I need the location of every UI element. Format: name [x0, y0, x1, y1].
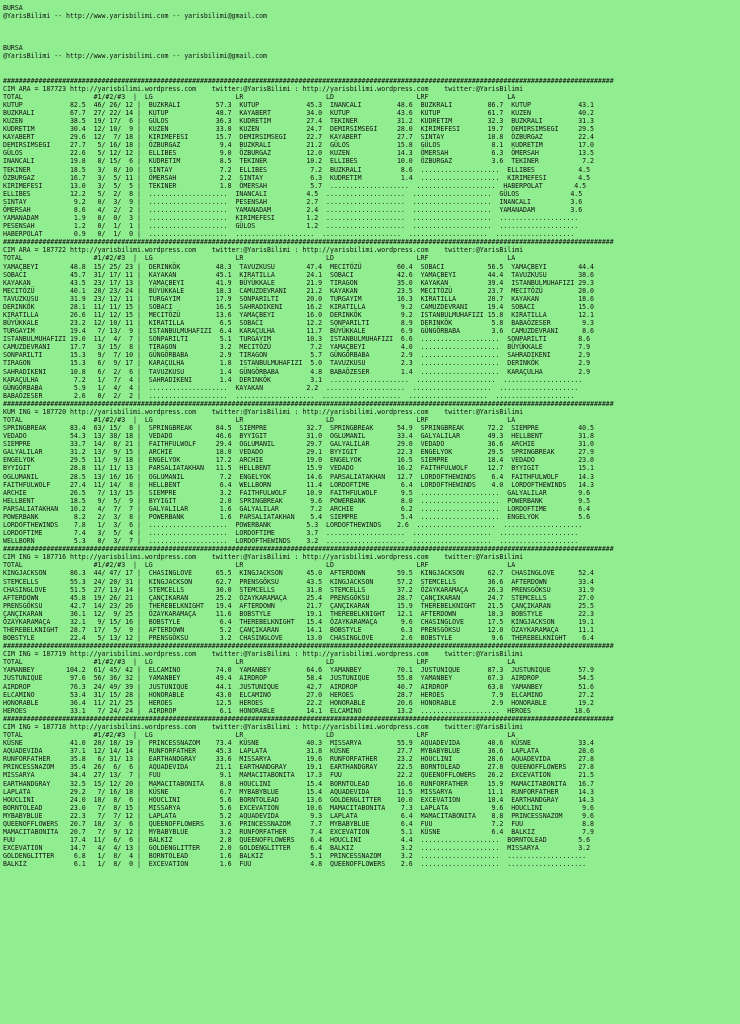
blank-line	[3, 20, 740, 28]
result-row: JUSTUNIQUE 97.6 56/ 36/ 32 | YAMANBEY 49.4 AIRDROP 58.4 JUSTUNIQUE 55.8 YAMANBEY 67.3 AIRDROP 54.5	[3, 674, 594, 683]
column-header-line: TOTAL #1/#2/#3 | LG LR LD LRF LA	[3, 415, 516, 424]
result-row: HEROES 33.1 7/ 24/ 24 | AIRDROP 6.1 HONORABLE 14.1 ELCAMINO 13.2 .................... HEROES 18.6	[3, 706, 591, 715]
column-header-line: TOTAL #1/#2/#3 | LG LR LD LRF LA	[3, 658, 516, 667]
result-row: BÜYÜKKALE 23.2 12/ 10/ 11 | KIRATILLA 6.5 SOBACI 12.2 SONPARILTI 8.9 DERINKÖK 5.8 BABAÖZESER 9.3	[3, 319, 594, 328]
result-row: OGLUMANIL 28.5 13/ 16/ 16 | OGLUMANIL 7.2 ENGELYOK 14.6 PARSALIATAKHAN 12.7 LORDOFTHEWINDS 6.4 FAITHFULWOLF 14.3	[3, 472, 594, 481]
result-row: BABAÖZESER 2.6 0/ 2/ 2 | .................... .................... .................... .................... ....................	[3, 391, 575, 400]
race-header-line: KUM ING = 187720 http://yarisbilimi.wordpress.com twitter:@YarisBilimi : http://yarisbilimi.wordpress.com twitter:@YarisBilimi	[3, 407, 524, 416]
result-row: TIRAGON 15.3 6/ 9/ 17 | KARAÇULHA 1.8 ISTANBULMUHAFIZI 5.0 TAVUZKUSU 2.3 .................... DERINKÖK 2.9	[3, 359, 591, 368]
result-row: ARCHIE 26.5 7/ 13/ 15 | SIEMPRE 3.2 FAITHFULWOLF 10.9 FAITHFULWOLF 9.5 .................... GALYALILAR 9.6	[3, 488, 591, 497]
result-row: LORDOFTIME 7.4 3/ 5/ 4 | .................... LORDOFTIME 3.7 .................... .................... ....................	[3, 529, 579, 538]
column-header-line: TOTAL #1/#2/#3 | LG LR LD LRF LA	[3, 561, 516, 570]
text-line: BURSA	[3, 4, 23, 12]
separator-line: ###########################################################################################################################################################	[3, 238, 614, 247]
result-row: GOLDENGLITTER 6.8 1/ 8/ 4 | BORNTOLEAD 1.6 BALKIZ 5.1 PRINCESSNAZOM 3.2 .................... ....................	[3, 852, 587, 861]
race-header-line: CIM ARA = 187723 http://yarisbilimi.wordpress.com twitter:@YarisBilimi : http://yarisbilimi.wordpress.com twitter:@YarisBilimi	[3, 84, 524, 93]
race-header-line: CIM ING = 187718 http://yarisbilimi.wordpress.com twitter:@YarisBilimi : http://yarisbilimi.wordpress.com twitter:@YarisBilimi	[3, 722, 524, 731]
result-row: QUEENOFFLOWERS 20.7 10/ 3/ 6 | QUEENOFFLOWERS 3.6 PRINCESSNAZOM 7.7 MYBABYBLUE 6.4 FUU 7.2 FUU 8.8	[3, 819, 594, 828]
blank-line	[3, 36, 740, 44]
result-row: TAVUZKUSU 31.9 23/ 12/ 11 | TURGAYIM 17.9 SONPARILTI 20.0 TURGAYIM 16.3 KIRATILLA 20.7 KAYAKAN 18.6	[3, 294, 594, 303]
result-row: MAMACITABONITA 20.7 7/ 9/ 12 | MYBABYBLUE 3.2 RUNFORFATHER 7.4 EXCEVATION 5.1 KÜSNE 6.4 BALKIZ 7.9	[3, 827, 594, 836]
separator-line: ###########################################################################################################################################################	[3, 545, 614, 554]
result-row: SPRINGBREAK 83.4 63/ 15/ 8 | SPRINGBREAK 84.5 SIEMPRE 32.7 SPRINGBREAK 54.9 SPRINGBREAK 72.2 SIEMPRE 40.5	[3, 424, 594, 433]
race-header-line: CIM ING = 187716 http://yarisbilimi.wordpress.com twitter:@YarisBilimi : http://yarisbilimi.wordpress.com twitter:@YarisBilimi	[3, 553, 524, 562]
result-row: FAITHFULWOLF 27.4 11/ 14/ 8 | HELLBENT 6.4 WELLBORN 11.4 LORDOFTIME 6.4 LORDOFTHEWINDS 4.0 LORDOFTHEWINDS 14.3	[3, 480, 594, 489]
result-row: MISSARYA 34.4 27/ 13/ 7 | FUU 9.1 MAMACITABONITA 17.3 FUU 22.2 QUEENOFFLOWERS 26.2 EXCEVATION 21.5	[3, 771, 594, 780]
result-row: KIRIMEFESI 13.0 3/ 5/ 5 | TEKINER 1.8 ÖMERSAH 5.7 .................... .................... HABERPOLAT 4.5	[3, 181, 587, 190]
result-row: TEKINER 18.5 3/ 8/ 10 | SINTAY 7.2 ELLIBES 7.2 BUZKRALI 8.6 .................... ELLIBES 4.5	[3, 165, 591, 174]
result-row: INANCALI 19.8 8/ 15/ 6 | KUDRETIM 8.5 TEKINER 10.2 ELLIBES 10.0 ÖZBURGAZ 3.6 TEKINER 7.2	[3, 157, 594, 166]
result-row: BORNTOLEAD 23.0 7/ 8/ 15 | MISSARYA 5.6 EXCEVATION 10.6 MAMACITABONITA 7.3 LAPLATA 9.6 HOUCLINI 9.6	[3, 803, 594, 812]
result-row: AFTERDOWN 45.8 19/ 26/ 21 | ÇANÇIKARAN 25.2 ÖZAYKARAMAÇA 25.4 PRENSGÖKSU 28.7 ÇANÇIKARAN 24.7 STEMCELLS 27.0	[3, 593, 594, 602]
blank-line	[3, 61, 740, 69]
result-row: GÜNGÖRBABA 5.9 1/ 4/ 4 | .................... KAYAKAN 2.2 .................... .................... ....................	[3, 383, 579, 392]
result-row: KUTUP 82.5 46/ 26/ 12 | BUZKRALI 57.3 KUTUP 45.3 INANCALI 48.6 BUZKRALI 86.7 KUTUP 43.1	[3, 100, 594, 109]
result-row: KUZEN 38.5 19/ 17/ 6 | GÜLOS 36.3 KUDRETIM 27.4 TEKINER 31.2 KUDRETIM 32.3 BUZKRALI 31.3	[3, 117, 594, 126]
result-row: DEMIRSIMSEGI 27.7 5/ 16/ 18 | ÖZBURGAZ 9.4 BUZKRALI 21.2 GÜLOS 15.8 GÜLOS 8.1 KUDRETIM 17.0	[3, 141, 594, 150]
column-header-line: TOTAL #1/#2/#3 | LG LR LD LRF LA	[3, 254, 516, 263]
result-row: KÜSNE 41.0 20/ 18/ 19 | PRINCESSNAZOM 73.4 KÜSNE 40.3 MISSARYA 55.9 AQUADEVIDA 40.6 KÜSNE 33.4	[3, 739, 594, 748]
result-row: EXCEVATION 14.7 4/ 4/ 13 | GOLDENGLITTER 2.0 GOLDENGLITTER 6.4 BALKIZ 3.2 .................... MISSARYA 3.2	[3, 844, 591, 853]
text-line: @YarisBilimi -- http://www.yarisbilimi.com -- yarisbilimi@gmail.com	[3, 52, 267, 61]
result-row: HELLBENT 18.5 9/ 5/ 9 | BYYIGIT 2.0 SPRINGBREAK 9.6 POWERBANK 8.0 .................... POWERBANK 9.5	[3, 496, 591, 505]
column-header-line: TOTAL #1/#2/#3 | LG LR LD LRF LA	[3, 92, 516, 101]
result-row: SAHRADIKENI 10.8 6/ 2/ 6 | TAVUZKUSU 1.4 GÜNGÖRBABA 4.8 BABAÖZESER 1.4 .................... KARAÇULHA 2.9	[3, 367, 591, 376]
result-row: HONORABLE 36.4 11/ 21/ 25 | HEROES 12.5 HEROES 22.2 HONORABLE 20.6 HONORABLE 2.9 HONORABLE 19.2	[3, 698, 594, 707]
result-row: ENGELYOK 29.5 11/ 9/ 18 | ENGELYOK 17.2 ARCHIE 19.0 ENGELYOK 16.5 SIEMPRE 18.4 VEDADO 23.0	[3, 456, 594, 465]
result-row: KAYAKAN 43.5 23/ 17/ 13 | YAMAÇBEYI 41.9 BÜYÜKKALE 21.9 TIRAGON 35.0 KAYAKAN 39.4 ISTANBULMUHAFIZI 29.3	[3, 278, 594, 287]
blank-line	[3, 69, 740, 77]
result-row: PRINCESSNAZOM 35.4 26/ 6/ 6 | AQUADEVIDA 21.1 EARTHANDGRAY 19.1 EARTHANDGRAY 22.5 BORNTOLEAD 27.8 QUEENOFFLOWERS 27.8	[3, 763, 594, 772]
result-row: THEREBELKNIGHT 28.7 17/ 5/ 9 | AFTERDOWN 5.2 ÇANÇIKARAN 14.1 BOBSTYLE 6.3 PRENSGÖKSU 12.0 ÖZAYKARAMAÇA 11.1	[3, 626, 594, 635]
result-row: YAMANADAM 1.9 0/ 0/ 3 | .................... KIRIMEFESI 1.2 .................... .................... ....................	[3, 214, 579, 223]
result-row: SOBACI 45.7 31/ 17/ 11 | KAYAKAN 45.1 KIRATILLA 24.1 SOBACI 42.6 YAMAÇBEYI 44.4 TAVUZKUSU 38.6	[3, 270, 594, 279]
result-row: CHASINGLOVE 51.5 27/ 13/ 14 | STEMCELLS 30.0 STEMCELLS 31.8 STEMCELLS 37.2 ÖZAYKARAMAÇA 26.3 PRENSGÖKSU 31.9	[3, 585, 594, 594]
result-row: ISTANBULMUHAFIZI 19.0 11/ 4/ 7 | SONPARILTI 5.1 TURGAYIM 10.3 ISTANBULMUHAFIZI 6.6 .................... SONPARILTI 8.6	[3, 335, 591, 344]
result-row: BOBSTYLE 22.4 5/ 13/ 12 | PRENSGÖKSU 3.2 CHASINGLOVE 13.0 CHASINGLOVE 2.6 BOBSTYLE 9.6 THEREBELKNIGHT 6.4	[3, 634, 594, 643]
result-row: MECITÖZÜ 40.1 20/ 23/ 24 | BÜYÜKKALE 18.3 CAMUZDEVRANI 21.2 KAYAKAN 23.5 MECITÖZÜ 23.7 MECITÖZÜ 28.0	[3, 286, 594, 295]
result-row: FUU 17.4 11/ 6/ 6 | BALKIZ 2.8 QUEENOFFLOWERS 6.4 HOUCLINI 4.4 .................... BORNTOLEAD 5.6	[3, 836, 591, 845]
result-row: KIRATILLA 26.6 11/ 12/ 15 | MECITÖZÜ 13.6 YAMAÇBEYI 16.0 DERINKÖK 9.2 ISTANBULMUHAFIZI 15.8 KIRATILLA 12.1	[3, 310, 594, 319]
result-row: ÇANÇIKARAN 36.1 12/ 9/ 25 | ÖZAYKARAMAÇA 11.6 BOBSTYLE 19.1 THEREBELKNIGHT 12.1 AFTERDOWN 18.3 BOBSTYLE 22.3	[3, 609, 594, 618]
result-row: SIEMPRE 33.7 14/ 8/ 21 | FAITHFULWOLF 29.4 OGLUMANIL 29.7 GALYALILAR 29.0 VEDADO 36.6 ARCHIE 31.0	[3, 440, 594, 449]
result-row: BALKIZ 6.1 1/ 8/ 0 | EXCEVATION 1.6 FUU 4.8 QUEENOFFLOWERS 2.6 .................... ....................	[3, 860, 587, 869]
separator-line: ###########################################################################################################################################################	[3, 642, 614, 651]
result-row: GÜLOS 22.6 5/ 12/ 12 | ELLIBES 9.0 ÖZBURGAZ 12.0 KUZEN 14.3 ÖMERSAH 6.3 ÖMERSAH 13.5	[3, 149, 594, 158]
separator-line: ###########################################################################################################################################################	[3, 76, 614, 85]
text-line: @YarisBilimi -- http://www.yarisbilimi.com -- yarisbilimi@gmail.com	[3, 12, 267, 21]
result-row: YAMANBEY 104.2 61/ 45/ 42 | ELCAMINO 74.0 YAMANBEY 64.6 YAMANBEY 70.1 JUSTUNIQUE 87.3 JUSTUNIQUE 57.9	[3, 666, 594, 675]
result-row: GALYALILAR 31.2 13/ 9/ 15 | ARCHIE 18.0 VEDADO 29.1 BYYIGIT 22.3 ENGELYOK 29.5 SPRINGBREAK 27.9	[3, 448, 594, 457]
result-row: ELLIBES 12.2 5/ 2/ 8 | .................... INANCALI 4.5 .................... .................... GÜLOS 4.5	[3, 189, 583, 198]
result-row: LAPLATA 29.2 7/ 16/ 18 | KÜSNE 6.7 MYBABYBLUE 15.4 AQUADEVIDA 11.5 MISSARYA 11.1 RUNFORFATHER 14.3	[3, 787, 594, 796]
result-row: DERINKÖK 28.1 11/ 11/ 15 | SOBACI 16.5 SAHRADIKENI 16.2 KIRATILLA 9.2 CAMUZDEVRANI 19.4 SOBACI 15.0	[3, 302, 594, 311]
result-row: BYYIGIT 28.8 11/ 11/ 13 | PARSALIATAKHAN 11.5 HELLBENT 15.9 VEDADO 16.2 FAITHFULWOLF 12.7 BYYIGIT 15.1	[3, 464, 594, 473]
blank-line	[3, 28, 740, 36]
result-row: KINGJACKSON 86.3 44/ 47/ 17 | CHASINGLOVE 65.5 KINGJACKSON 45.0 AFTERDOWN 59.5 KINGJACKSON 62.7 CHASINGLOVE 52.4	[3, 569, 594, 578]
result-row: PARSALIATAKHAN 10.2 4/ 7/ 7 | GALYALILAR 1.6 GALYALILAR 7.2 ARCHIE 6.2 .................... LORDOFTIME 6.4	[3, 504, 591, 513]
separator-line: ###########################################################################################################################################################	[3, 399, 614, 408]
race-header-line: CIM ARA = 187722 http://yarisbilimi.wordpress.com twitter:@YarisBilimi : http://yarisbilimi.wordpress.com twitter:@YarisBilimi	[3, 246, 524, 255]
text-line: BURSA	[3, 44, 23, 53]
result-row: SONPARILTI 15.3 9/ 7/ 10 | GÜNGÖRBABA 2.9 TIRAGON 5.7 GÜNGÖRBABA 2.9 .................... SAHRADIKENI 2.9	[3, 351, 591, 360]
result-row: KAYABERT 29.6 12/ 7/ 18 | KIRIMEFESI 15.7 DEMIRSIMSEGI 22.7 KAYABERT 27.7 SINTAY 10.8 ÖZBURGAZ 22.4	[3, 133, 594, 142]
result-row: BUZKRALI 67.7 27/ 22/ 14 | KUTUP 48.7 KAYABERT 34.0 KUTUP 43.6 KUTUP 61.7 KUZEN 40.2	[3, 109, 594, 118]
result-row: KARAÇULHA 7.2 1/ 7/ 4 | SAHRADIKENI 1.4 DERINKÖK 3.1 .................... .................... ....................	[3, 375, 583, 384]
result-row: KUDRETIM 30.4 12/ 10/ 9 | KUZEN 33.0 KUZEN 24.7 DEMIRSIMSEGI 28.0 KIRIMEFESI 19.7 DEMIRSIMSEGI 29.5	[3, 125, 594, 134]
result-row: EARTHANDGRAY 32.5 15/ 12/ 20 | MAMACITABONITA 8.8 HOUCLINI 15.4 BORNTOLEAD 16.6 RUNFORFATHER 15.9 MAMACITABONITA 16.7	[3, 779, 594, 788]
result-row: AIRDROP 76.3 24/ 49/ 39 | JUSTUNIQUE 44.1 JUSTUNIQUE 42.7 AIRDROP 40.7 AIRDROP 63.8 YAMANBEY 51.6	[3, 682, 594, 691]
result-row: MYBABYBLUE 22.3 7/ 7/ 12 | LAPLATA 5.2 AQUADEVIDA 9.3 LAPLATA 6.4 MAMACITABONITA 8.8 PRINCESSNAZOM 9.6	[3, 811, 594, 820]
result-row: STEMCELLS 55.3 24/ 20/ 31 | KINGJACKSON 62.7 PRENSGÖKSU 43.5 KINGJACKSON 57.2 STEMCELLS 36.6 AFTERDOWN 33.4	[3, 577, 594, 586]
separator-line: ###########################################################################################################################################################	[3, 714, 614, 723]
result-row: ÖMERSAH 8.6 4/ 2/ 2 | .................... YAMANADAM 2.4 .................... .................... YAMANADAM 3.6	[3, 205, 583, 214]
result-row: RUNFORFATHER 35.8 6/ 31/ 13 | EARTHANDGRAY 33.6 MISSARYA 19.6 RUNFORFATHER 23.2 HOUCLINI 28.6 AQUADEVIDA 27.8	[3, 755, 594, 764]
result-row: YAMAÇBEYI 48.8 15/ 25/ 23 | DERINKÖK 48.3 TAVUZKUSU 47.4 MECITÖZÜ 60.4 SOBACI 56.5 YAMAÇBEYI 44.4	[3, 262, 594, 271]
result-row: PESENSAH 1.2 0/ 1/ 1 | .................... GÜLOS 1.2 .................... .................... ....................	[3, 222, 579, 231]
result-row: ÖZBURGAZ 16.7 3/ 5/ 11 | ÖMERSAH 2.2 SINTAY 6.3 KUDRETIM 1.4 .................... KIRIMEFESI 4.5	[3, 173, 591, 182]
result-row: AQUADEVIDA 37.1 12/ 14/ 14 | RUNFORFATHER 45.3 LAPLATA 31.8 KÜSNE 27.7 MYBABYBLUE 36.6 LAPLATA 28.6	[3, 747, 594, 756]
result-row: VEDADO 54.3 13/ 38/ 18 | VEDADO 46.6 BYYIGIT 31.0 OGLUMANIL 33.4 GALYALILAR 49.3 HELLBENT 31.8	[3, 432, 594, 441]
result-row: HOUCLINI 24.0 10/ 8/ 6 | HOUCLINI 5.6 BORNTOLEAD 13.6 GOLDENGLITTER 10.0 EXCEVATION 10.4 EARTHANDGRAY 14.3	[3, 795, 594, 804]
result-row: POWERBANK 8.2 2/ 3/ 8 | POWERBANK 1.6 PARSALIATAKHAN 5.4 SIEMPRE 5.4 .................... ENGELYOK 5.6	[3, 512, 591, 521]
result-row: TURGAYIM 19.4 7/ 13/ 9 | ISTANBULMUHAFIZI 6.4 KARAÇULHA 11.7 BÜYÜKKALE 6.9 GÜNGÖRBABA 3.6 CAMUZDEVRANI 8.6	[3, 327, 594, 336]
result-row: ÖZAYKARAMAÇA 32.1 9/ 15/ 16 | BOBSTYLE 6.4 THEREBELKNIGHT 15.4 ÖZAYKARAMAÇA 9.6 CHASINGLOVE 17.5 KINGJACKSON 19.1	[3, 617, 594, 626]
result-row: PRENSGÖKSU 42.7 14/ 23/ 26 | THEREBELKNIGHT 19.4 AFTERDOWN 21.7 ÇANÇIKARAN 15.9 THEREBELKNIGHT 21.5 ÇANÇIKARAN 25.5	[3, 601, 594, 610]
result-row: SINTAY 9.2 0/ 3/ 9 | .................... PESENSAH 2.7 .................... .................... INANCALI 3.6	[3, 197, 583, 206]
result-row: HABERPOLAT 0.9 0/ 1/ 0 | .................... .................... .................... .................... ....................	[3, 230, 575, 239]
result-row: ELCAMINO 53.4 31/ 15/ 28 | HONORABLE 43.0 ELCAMINO 27.0 HEROES 28.7 HEROES 7.9 ELCAMINO 27.2	[3, 690, 594, 699]
race-header-line: CIM ING = 187719 http://yarisbilimi.wordpress.com twitter:@YarisBilimi : http://yarisbilimi.wordpress.com twitter:@YarisBilimi	[3, 650, 524, 659]
result-row: WELLBORN 5.3 0/ 3/ 7 | .................... LORDOFTHEWINDS 3.2 .................... .................... ....................	[3, 537, 579, 546]
column-header-line: TOTAL #1/#2/#3 | LG LR LD LRF LA	[3, 731, 516, 740]
result-row: CAMUZDEVRANI 17.7 3/ 15/ 8 | TIRAGON 3.2 MECITÖZÜ 7.2 YAMAÇBEYI 4.0 .................... BÜYÜKKALE 7.9	[3, 343, 591, 352]
result-row: LORDOFTHEWINDS 7.8 1/ 3/ 6 | .................... POWERBANK 5.3 LORDOFTHEWINDS 2.6 .................... ....................	[3, 521, 583, 529]
